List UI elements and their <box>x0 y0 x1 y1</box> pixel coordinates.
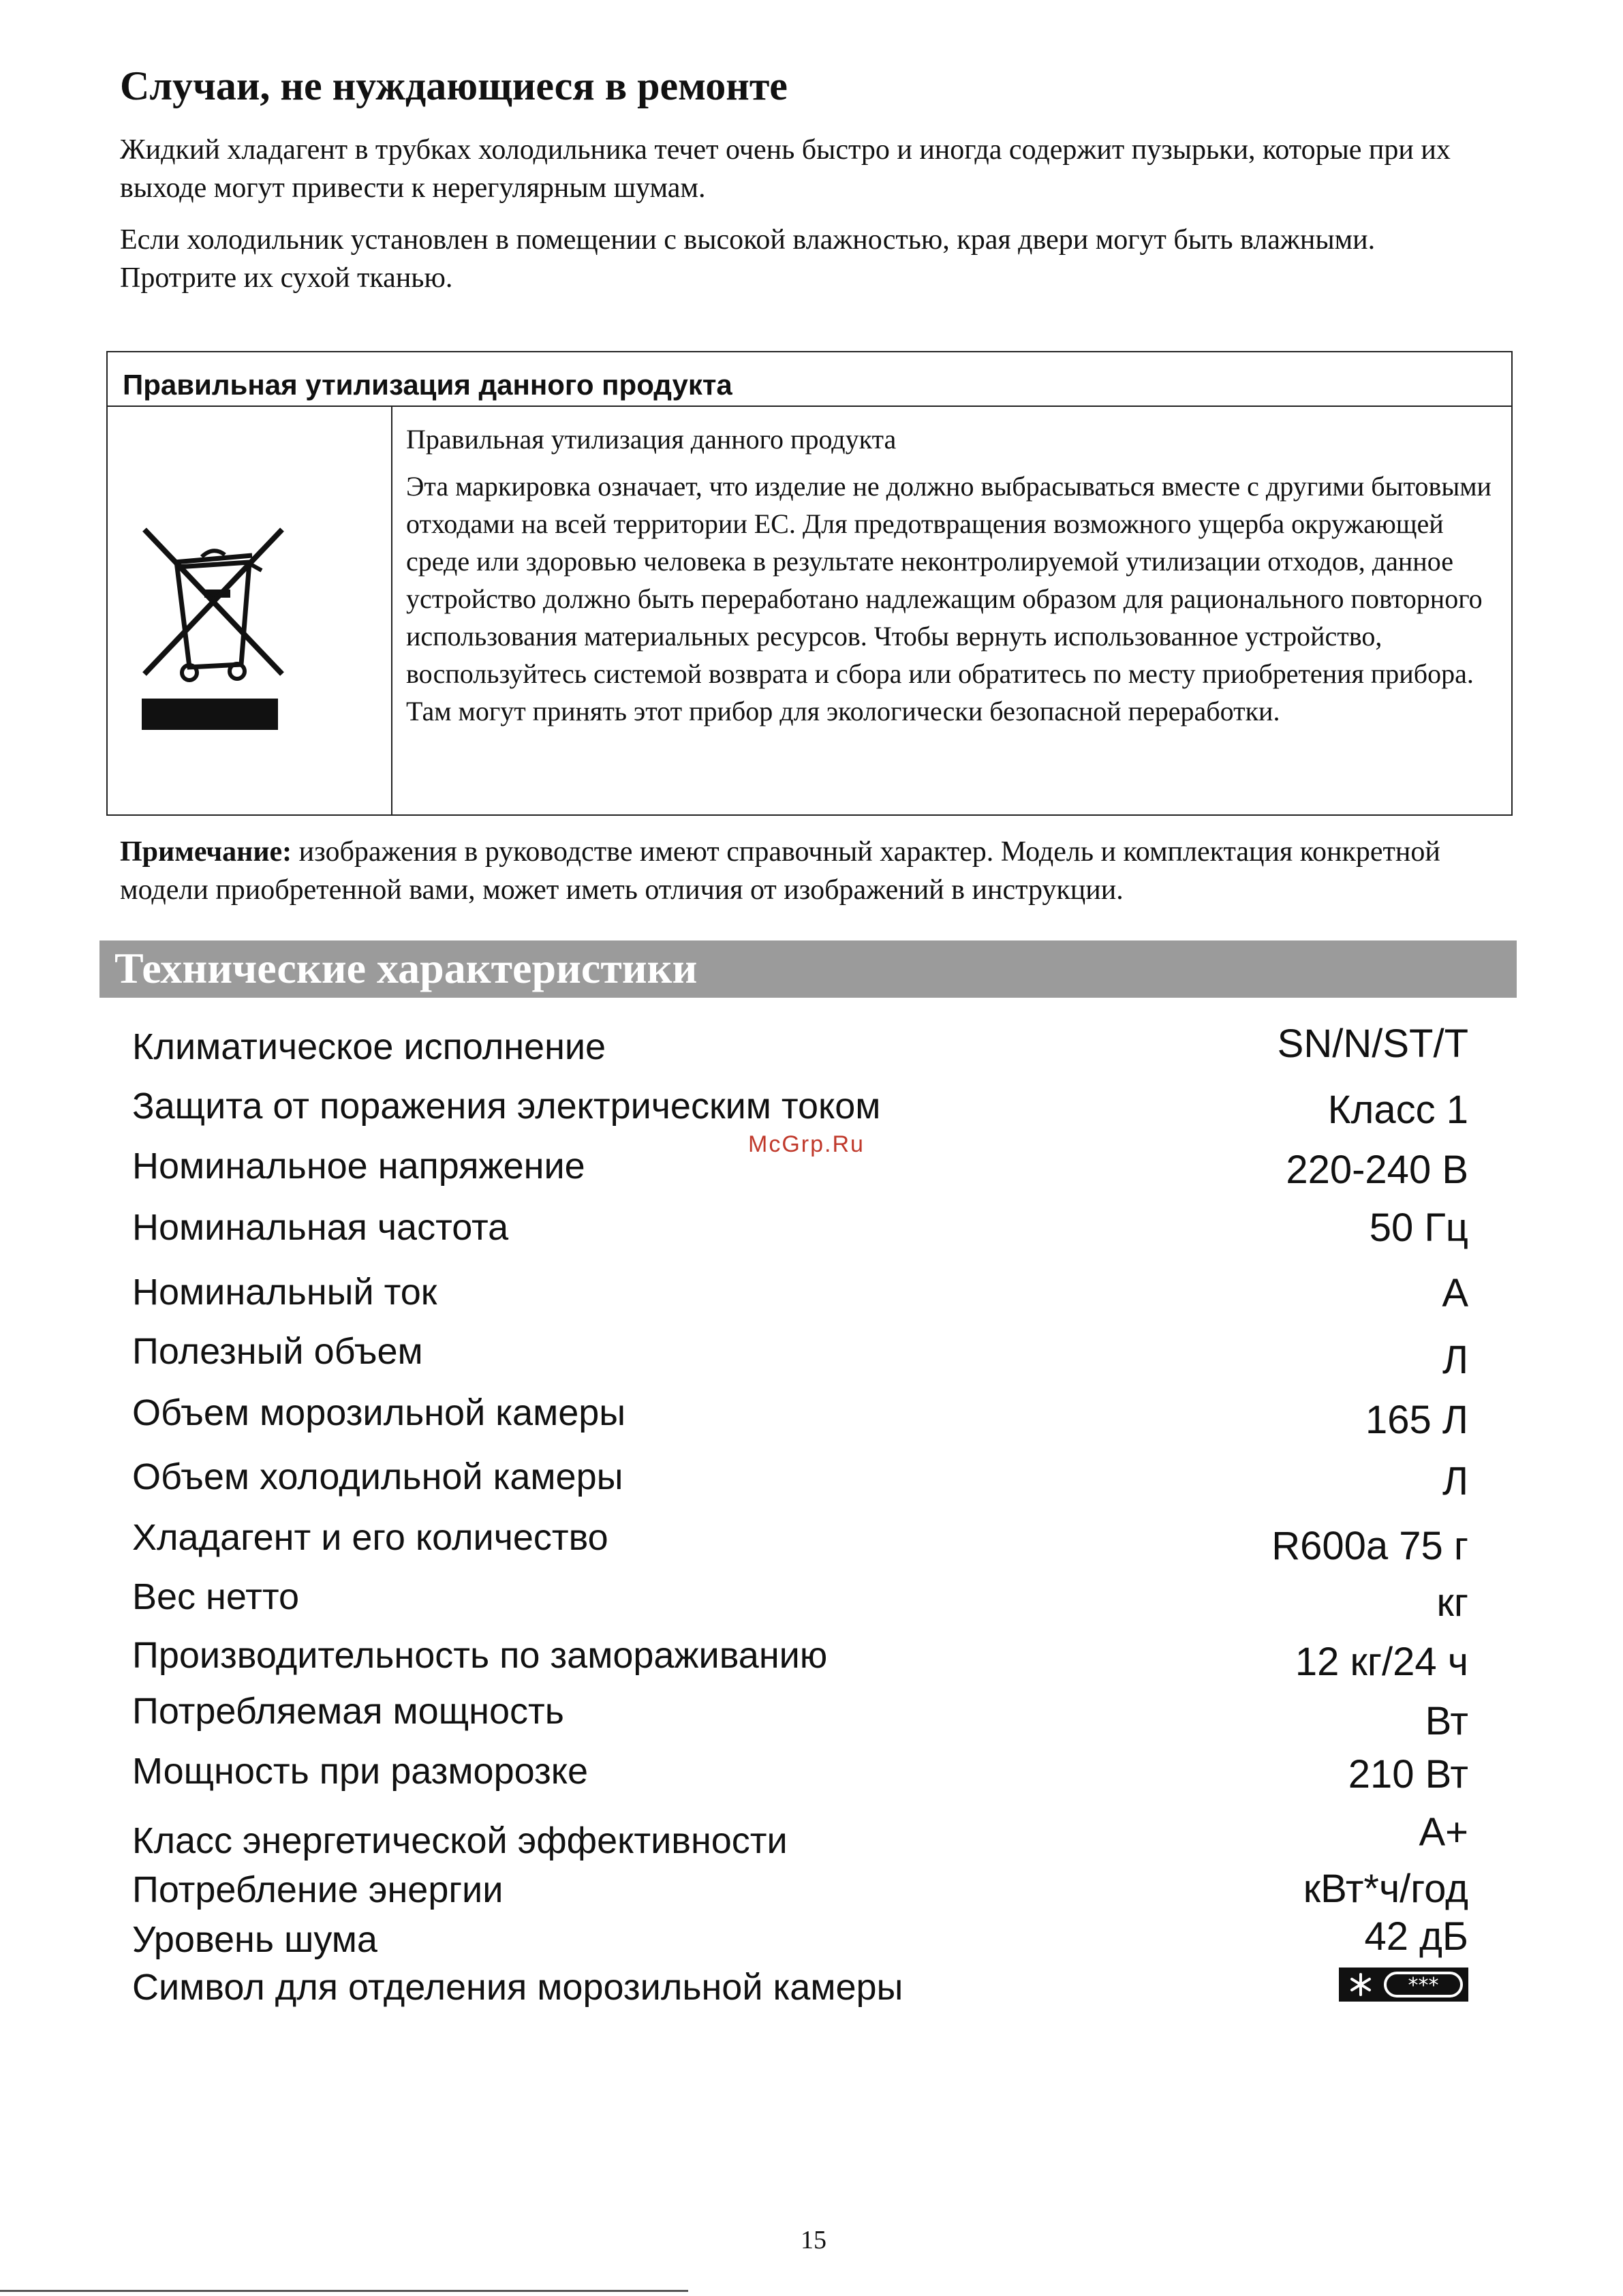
section-title: Технические характеристики <box>114 944 698 992</box>
paragraph-refrigerant-noise: Жидкий хладагент в трубках холодильника течет очень быстро и иногда содержит пузырьки, которые при их выходе могут привести к нерегулярным шумам. <box>120 134 1451 204</box>
spec-label: Объем холодильной камеры <box>132 1456 623 1497</box>
spec-value: 42 дБ <box>1364 1914 1468 1959</box>
disposal-box-header: Правильная утилизация данного продукта <box>108 352 1511 407</box>
spec-label: Мощность при разморозке <box>132 1751 589 1792</box>
spec-value: 165 Л <box>1365 1398 1468 1442</box>
spec-value: 50 Гц <box>1369 1206 1468 1250</box>
spec-value: 220-240 В <box>1286 1148 1468 1192</box>
spec-label: Номинальный ток <box>132 1272 437 1313</box>
spec-value: Л <box>1442 1338 1468 1382</box>
spec-value: A+ <box>1419 1810 1468 1854</box>
spec-label: Производительность по замораживанию <box>132 1635 828 1676</box>
spec-label: Климатическое исполнение <box>132 1026 606 1067</box>
spec-value: кВт*ч/год <box>1303 1867 1468 1911</box>
spec-value: SN/N/ST/T <box>1277 1022 1468 1066</box>
spec-label: Потребляемая мощность <box>132 1691 564 1732</box>
spec-label: Номинальное напряжение <box>132 1146 585 1187</box>
spec-label: Хладагент и его количество <box>132 1517 608 1558</box>
spec-value: Л <box>1442 1459 1468 1503</box>
spec-value: 210 Вт <box>1348 1752 1468 1796</box>
note-label: Примечание: <box>120 836 292 868</box>
spec-label: Потребление энергии <box>132 1869 504 1910</box>
spec-label: Вес нетто <box>132 1576 300 1617</box>
spec-label: Защита от поражения электрическим током <box>132 1086 881 1127</box>
page-number: 15 <box>801 2226 826 2254</box>
spec-label: Класс энергетической эффективности <box>132 1820 788 1861</box>
spec-value: А <box>1442 1271 1468 1315</box>
footer-divider <box>0 2290 688 2292</box>
paragraph-door-humidity: Если холодильник установлен в помещении с высокой влажностью, края двери могут быть влажными. Протрите их сухой тканью. <box>120 224 1376 294</box>
spec-value: кг <box>1436 1580 1468 1625</box>
spec-label: Полезный объем <box>132 1331 423 1372</box>
freezer-stars: *** <box>1408 1974 1439 1997</box>
four-star-freezer-icon <box>1339 1968 1468 2002</box>
spec-value: 12 кг/24 ч <box>1295 1640 1468 1684</box>
watermark: McGrp.Ru <box>748 1131 865 1157</box>
spec-label: Номинальная частота <box>132 1207 509 1248</box>
spec-value: Вт <box>1425 1699 1468 1743</box>
note-text: изображения в руководстве имеют справочный характер. Модель и комплектация конкретной модели приобретенной вами, может иметь отличия от изображений в инструкции. <box>120 836 1440 906</box>
spec-value: Класс 1 <box>1327 1088 1468 1132</box>
disposal-subtitle: Правильная утилизация данного продукта <box>406 424 897 455</box>
spec-value: R600a 75 г <box>1271 1524 1468 1568</box>
spec-label: Объем морозильной камеры <box>132 1392 626 1433</box>
spec-label: Символ для отделения морозильной камеры <box>132 1967 903 2008</box>
disposal-body: Эта маркировка означает, что изделие не должно выбрасываться вместе с другими бытовыми отходами на всей территории ЕС. Для предотвращения возможного ущерба окружающей среде или здоровью человека в результате неконтролируемой утилизации отходов, данное устройство должно быть переработано надлежащим образом для рационального повторного использования материальных ресурсов. Чтобы вернуть использованное устройство, воспользуйтесь системой возврата и сбора или обратитесь по месту приобретения прибора. Там могут принять этот прибор для экологически безопасной переработки. <box>406 471 1491 726</box>
page-heading: Случаи, не нуждающиеся в ремонте <box>120 63 788 108</box>
spec-label: Уровень шума <box>132 1919 377 1960</box>
